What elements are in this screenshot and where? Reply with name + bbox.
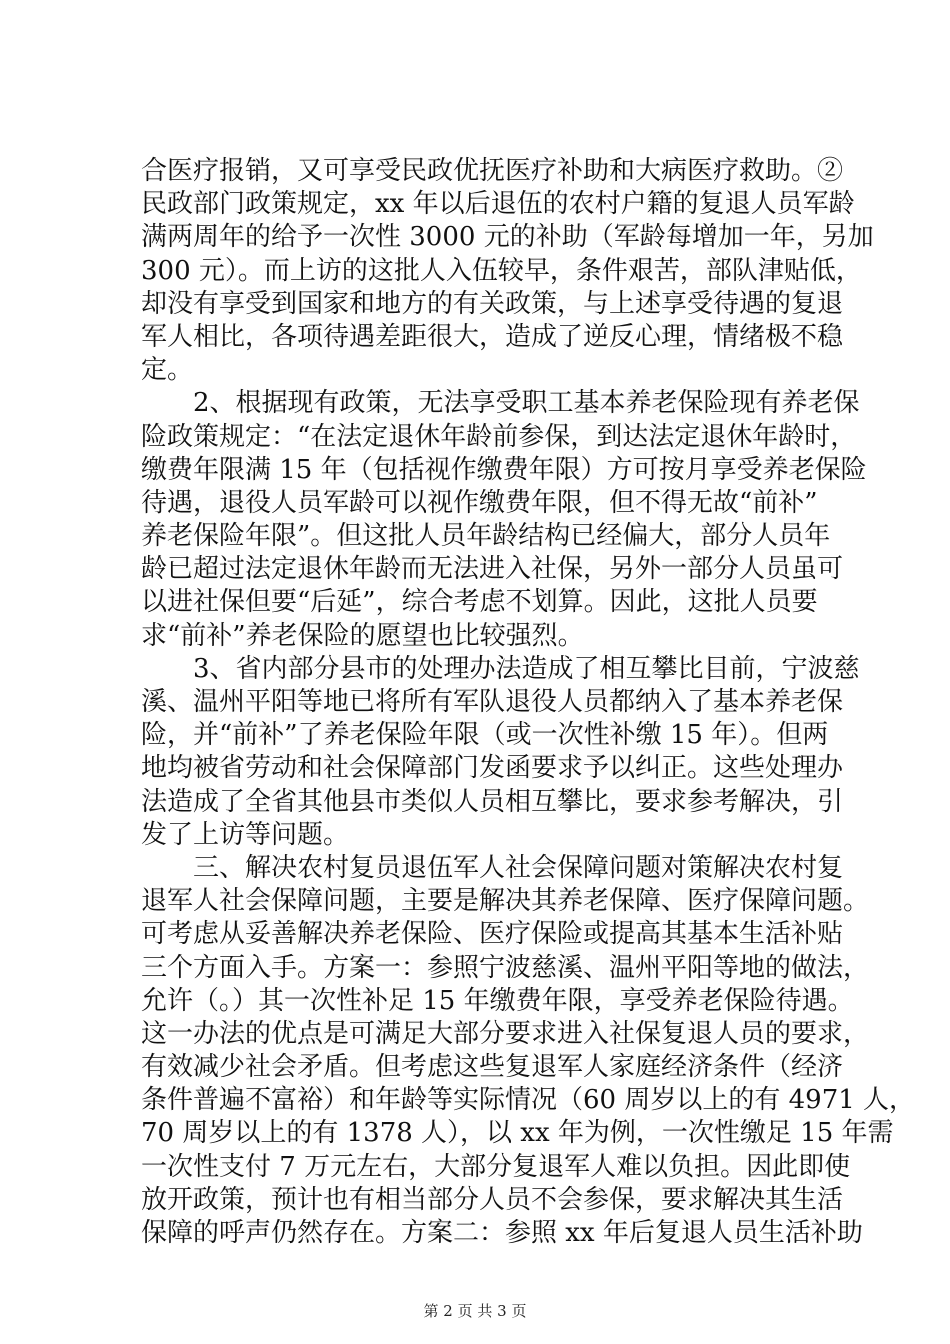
text-line: 合医疗报销，又可享受民政优抚医疗补助和大病医疗救助。② <box>141 156 844 186</box>
text-line: 定。 <box>141 355 194 386</box>
text-line: 待遇，退役人员军龄可以视作缴费年限，但不得无故“前补” <box>141 487 818 518</box>
text-line: 缴费年限满 15 年（包括视作缴费年限）方可按月享受养老保险 <box>141 454 867 485</box>
text-line: 法造成了全省其他县市类似人员相互攀比，要求参考解决，引 <box>141 786 844 817</box>
text-line: 条件普遍不富裕）和年龄等实际情况（60 周岁以上的有 4971 人， <box>141 1085 916 1116</box>
text-line: 保障的呼声仍然存在。方案二：参照 xx 年后复退人员生活补助 <box>141 1218 863 1248</box>
document-body <box>141 155 916 1250</box>
text-line: 地均被省劳动和社会保障部门发函要求予以纠正。这些处理办 <box>141 753 844 784</box>
text-line: 三、解决农村复员退伍军人社会保障问题对策解决农村复 <box>141 852 844 883</box>
text-line: 龄已超过法定退休年龄而无法进入社保，另外一部分人员虽可 <box>141 554 844 585</box>
text-line: 却没有享受到国家和地方的有关政策，与上述享受待遇的复退 <box>141 288 844 319</box>
text-line: 险政策规定：“在法定退休年龄前参保，到达法定退休年龄时， <box>141 421 857 452</box>
text-line: 满两周年的给予一次性 3000 元的补助（军龄每增加一年，另加 <box>141 222 874 253</box>
text-line: 允许（。）其一次性补足 15 年缴费年限，享受养老保险待遇。 <box>141 985 854 1016</box>
text-line: 2、根据现有政策，无法享受职工基本养老保险现有养老保 <box>141 388 860 419</box>
text-line: 发了上访等问题。 <box>141 819 350 850</box>
text-line: 军人相比，各项待遇差距很大，造成了逆反心理，情绪极不稳 <box>141 321 844 352</box>
text-line: 300 元）。而上访的这批人入伍较早，条件艰苦，部队津贴低， <box>141 255 862 286</box>
text-line: 险，并“前补”了养老保险年限（或一次性补缴 15 年）。但两 <box>141 720 829 751</box>
text-line: 放开政策，预计也有相当部分人员不会参保，要求解决其生活 <box>141 1184 844 1215</box>
text-line: 民政部门政策规定，xx 年以后退伍的农村户籍的复退人员军龄 <box>141 189 855 220</box>
page-number-footer: 第 2 页 共 3 页 <box>423 1302 527 1320</box>
text-line: 溪、温州平阳等地已将所有军队退役人员都纳入了基本养老保 <box>141 687 844 717</box>
text-line: 有效减少社会矛盾。但考虑这些复退军人家庭经济条件（经济 <box>141 1052 844 1083</box>
text-line: 退军人社会保障问题，主要是解决其养老保障、医疗保障问题。 <box>141 886 870 917</box>
text-line: 一次性支付 7 万元左右，大部分复退军人难以负担。因此即使 <box>141 1151 851 1182</box>
text-line: 求“前补”养老保险的愿望也比较强烈。 <box>141 620 584 651</box>
text-line: 三个方面入手。方案一：参照宁波慈溪、温州平阳等地的做法， <box>141 952 870 983</box>
text-line: 3、省内部分县市的处理办法造成了相互攀比目前，宁波慈 <box>141 653 860 684</box>
text-line: 70 周岁以上的有 1378 人），以 xx 年为例，一次性缴足 15 年需 <box>141 1118 894 1149</box>
text-line: 养老保险年限”。但这批人员年龄结构已经偏大，部分人员年 <box>141 521 831 552</box>
text-line: 这一办法的优点是可满足大部分要求进入社保复退人员的要求， <box>141 1018 870 1049</box>
text-line: 以进社保但要“后延”，综合考虑不划算。因此，这批人员要 <box>141 587 818 618</box>
text-line: 可考虑从妥善解决养老保险、医疗保险或提高其基本生活补贴 <box>141 919 844 950</box>
